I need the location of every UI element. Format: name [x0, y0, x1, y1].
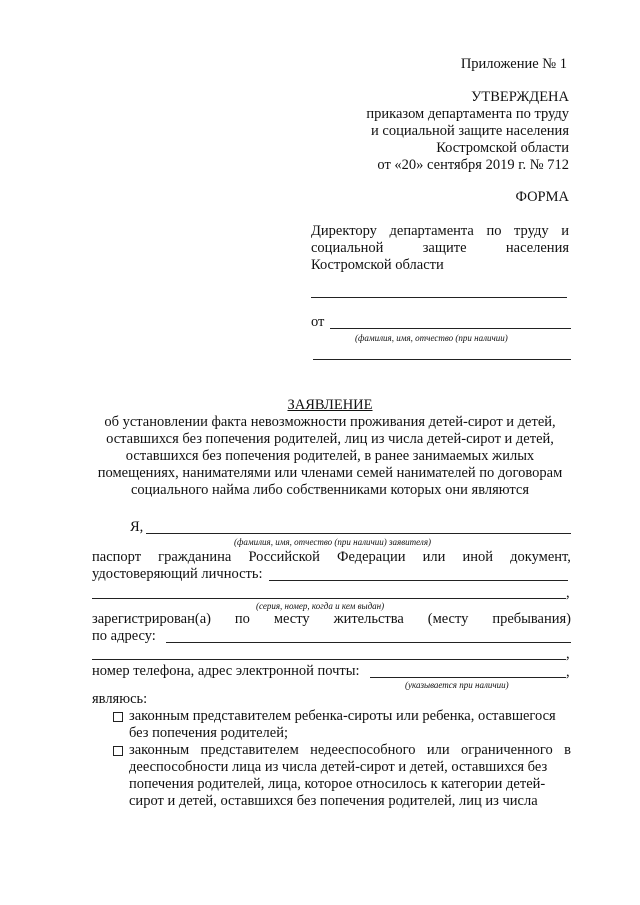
comma-3: ,: [566, 664, 570, 680]
option-1-line-1: законным представителем ребенка-сироты или ребенка, оставшегося: [129, 708, 556, 724]
order-line-3: Костромской области: [436, 140, 569, 156]
from-name-line[interactable]: [330, 328, 571, 329]
from-name-hint: (фамилия, имя, отчество (при наличии): [355, 333, 508, 343]
i-label: Я,: [130, 519, 144, 535]
being-label: являюсь:: [92, 691, 148, 707]
option-2-line-1: законным представителем недееспособного или ограниченного в: [129, 742, 571, 758]
form-label: ФОРМА: [515, 189, 569, 205]
option-2-line-2: дееспособности лица из числа детей-сирот и детей, оставшихся без: [129, 759, 548, 775]
addressee-line-3: Костромской области: [311, 257, 444, 273]
title-line-4: помещениях, нанимателями или членами семей нанимателей по договорам: [97, 465, 563, 481]
title-line-3: оставшихся без попечения родителей, в ранее занимаемых жилых: [125, 448, 535, 464]
applicant-name-line[interactable]: [146, 533, 571, 534]
option-1-checkbox-icon[interactable]: [113, 712, 123, 722]
title-line-1: об установлении факта невозможности проживания детей-сирот и детей,: [104, 414, 556, 430]
comma-2: ,: [566, 646, 570, 662]
title-line-2: оставшихся без попечения родителей, лиц из числа детей-сирот и детей,: [106, 431, 554, 447]
passport-details-line[interactable]: [92, 598, 566, 599]
option-2-line-4: сирот и детей, оставшихся без попечения родителей, лиц из числа: [129, 793, 538, 809]
addressee-line-1: Директору департамента по труду и: [311, 223, 569, 239]
option-1-line-2: без попечения родителей;: [129, 725, 288, 741]
phone-hint: (указывается при наличии): [405, 680, 509, 690]
title-line-5: социального найма либо собственниками которых они являются: [130, 482, 530, 498]
order-line-1: приказом департамента по труду: [366, 106, 569, 122]
phone-email-line[interactable]: [370, 677, 566, 678]
passport-hint: (серия, номер, когда и кем выдан): [256, 601, 385, 611]
from-extra-line[interactable]: [313, 359, 571, 360]
phone-label: номер телефона, адрес электронной почты:: [92, 663, 360, 679]
order-line-4: от «20» сентября 2019 г. № 712: [377, 157, 569, 173]
identity-label: удостоверяющий личность:: [92, 566, 263, 582]
passport-line: паспорт гражданина Российской Федерации или иной документ,: [92, 549, 571, 565]
address-line-1[interactable]: [166, 642, 571, 643]
addressee-blank-line[interactable]: [311, 297, 567, 298]
option-2-line-3: попечения родителей, лица, которое относилось к категории детей-: [129, 776, 546, 792]
identity-doc-line[interactable]: [269, 580, 568, 581]
comma-1: ,: [566, 585, 570, 601]
addressee-line-2: социальной защите населения: [311, 240, 569, 256]
appendix-label: Приложение № 1: [460, 56, 567, 72]
address-line-2[interactable]: [92, 659, 566, 660]
approved-label: УТВЕРЖДЕНА: [471, 89, 569, 105]
registered-line: зарегистрирован(а) по месту жительства (месту пребывания): [92, 611, 571, 627]
order-line-2: и социальной защите населения: [371, 123, 569, 139]
from-label: от: [311, 314, 325, 330]
document-title: ЗАЯВЛЕНИЕ: [287, 397, 373, 413]
address-label: по адресу:: [92, 628, 156, 644]
option-2-checkbox-icon[interactable]: [113, 746, 123, 756]
applicant-name-hint: (фамилия, имя, отчество (при наличии) заявителя): [234, 537, 432, 547]
